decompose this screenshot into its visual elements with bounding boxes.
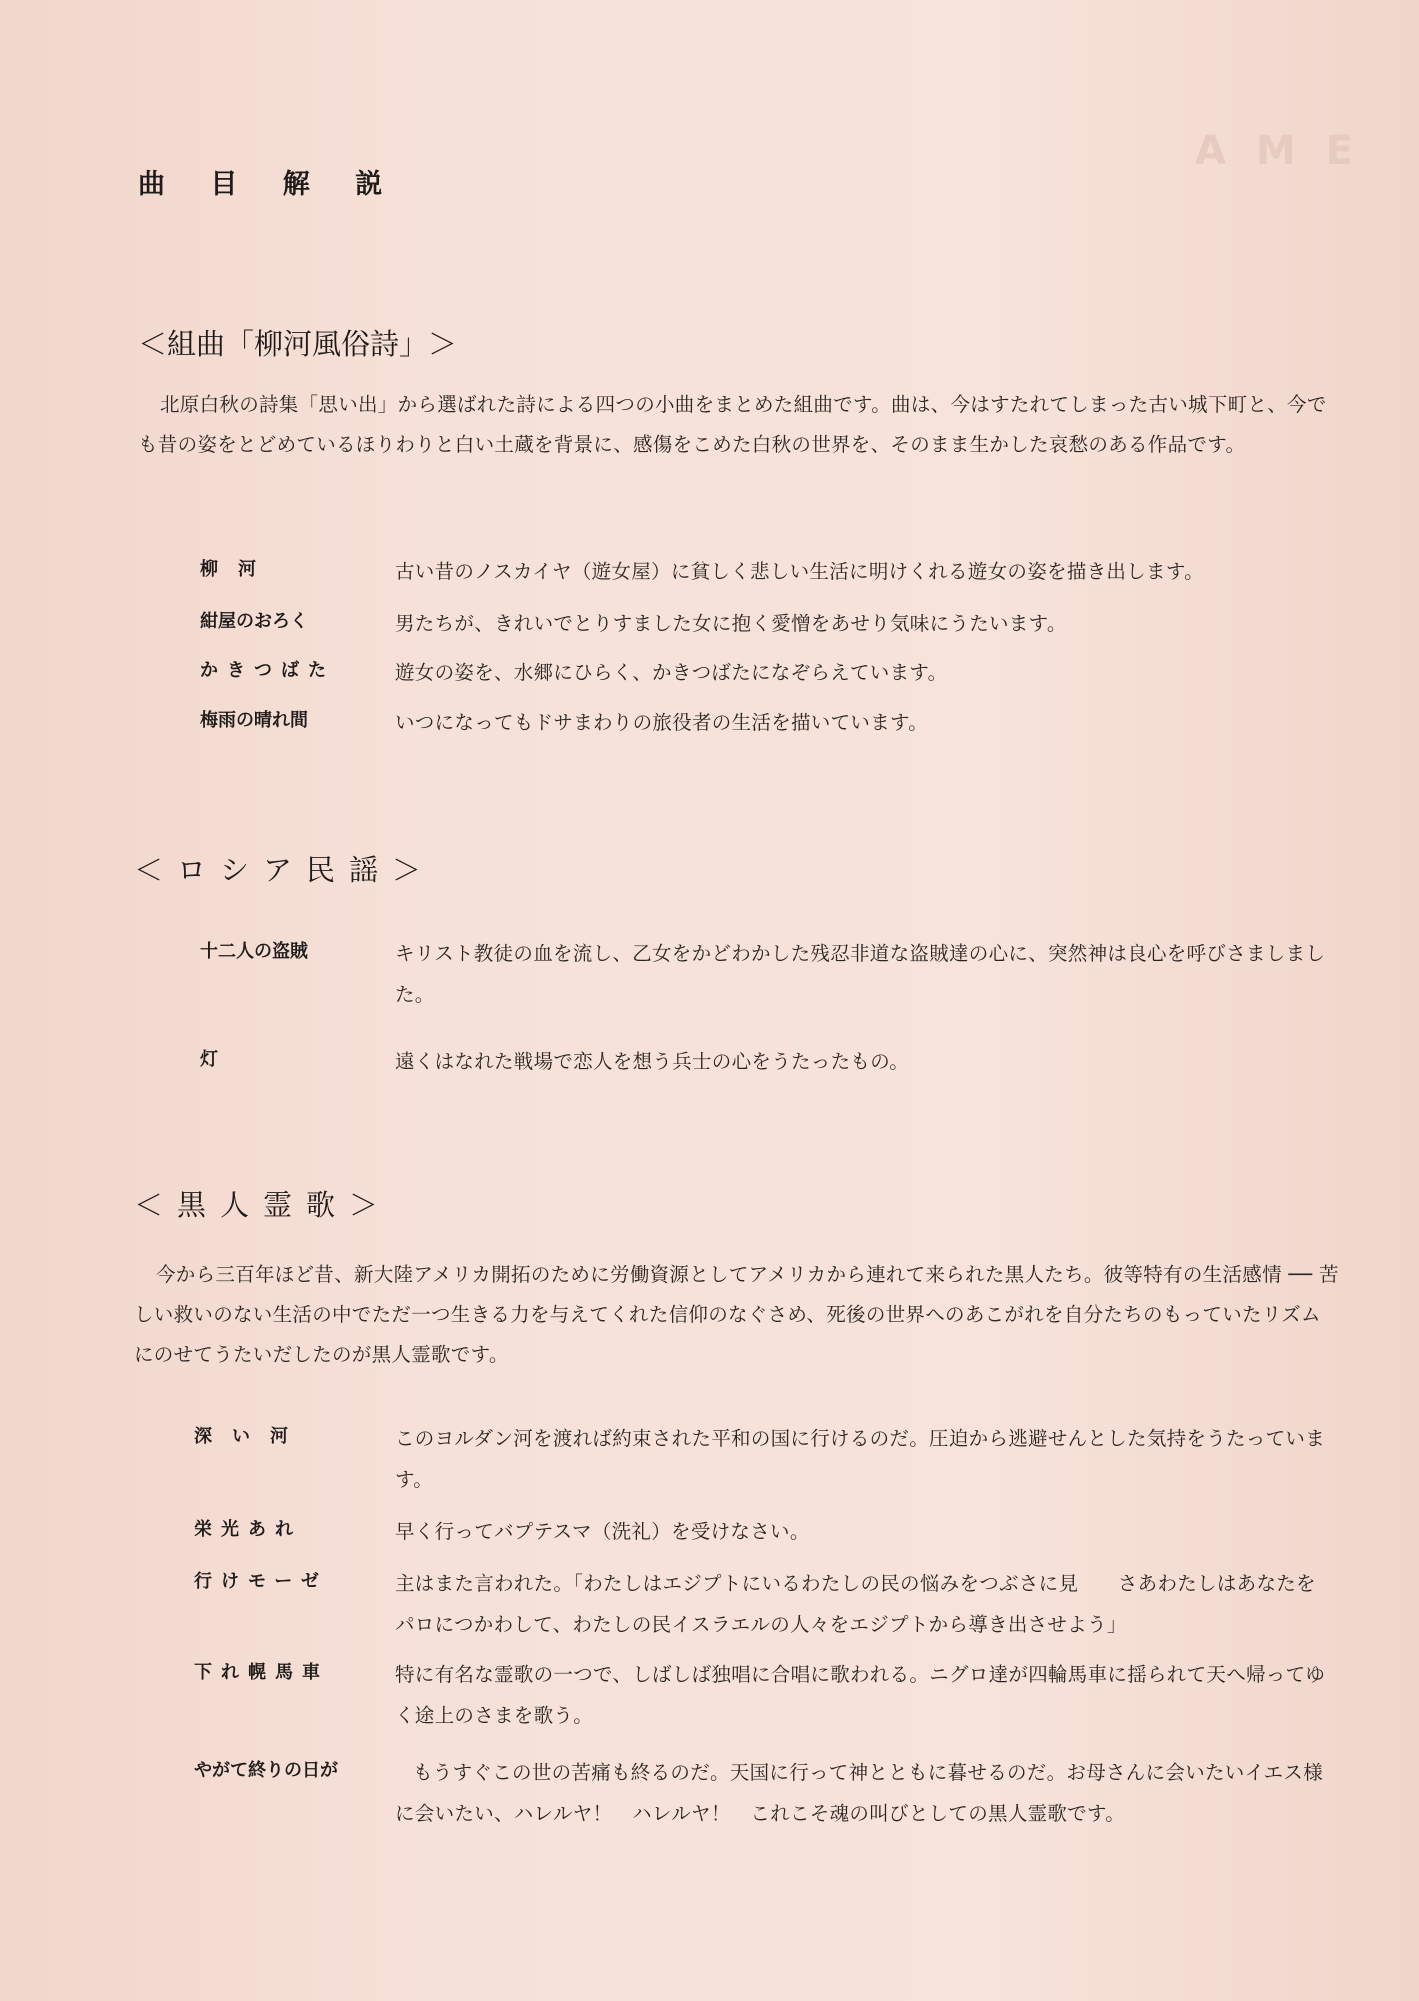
item-desc: 早く行ってバプテスマ（洗礼）を受けなさい。 [395, 1520, 810, 1543]
section-title-spirituals: ＜黒人霊歌＞ [134, 1188, 393, 1222]
item-term: 十二人の盗賊 [200, 941, 308, 962]
item-term: 深い河 [194, 1426, 308, 1447]
item-term: 行けモーゼ [194, 1571, 328, 1592]
item-term: 梅雨の晴れ間 [200, 710, 308, 731]
section-intro-spirituals: 今から三百年ほど昔、新大陸アメリカ開拓のために労働資源としてアメリカから連れて来られた黒人たち。彼等特有の生活感情 ── 苦しい救いのない生活の中でただ一つ生きる力を与えてくれた信仰のなぐさめ、死後の世界へのあこがれを自分たちのもっていたリズムにのせてうたいだしたのが黒人霊歌です。 [134, 1263, 1339, 1366]
item-term: やがて終りの日が [194, 1760, 338, 1781]
item-term: 紺屋のおろく [200, 611, 308, 632]
section-title-russian: ＜ロシア民謡＞ [134, 853, 436, 887]
item-desc: キリスト教徒の血を流し、乙女をかどわかした残忍非道な盗賊達の心に、突然神は良心を呼びさましました。 [395, 942, 1326, 1006]
item-desc: 男たちが、きれいでとりすました女に抱く愛憎をあせり気味にうたいます。 [395, 612, 1067, 635]
item-term: 栄光あれ [194, 1519, 302, 1540]
item-term: 柳河 [200, 559, 276, 580]
item-desc: 特に有名な霊歌の一つで、しばしば独唱に合唱に歌われる。ニグロ達が四輪馬車に揺られて天へ帰ってゆく途上のさまを歌う。 [395, 1663, 1326, 1727]
item-desc: このヨルダン河を渡れば約束された平和の国に行けるのだ。圧迫から逃避せんとした気持をうたっています。 [395, 1427, 1326, 1491]
item-desc: 遠くはなれた戦場で恋人を想う兵士の心をうたったもの。 [395, 1050, 910, 1073]
item-term: 下れ幌馬車 [194, 1662, 329, 1683]
page-heading: 曲 目 解 説 [138, 169, 401, 200]
item-term: 灯 [200, 1049, 218, 1070]
bleed-through-text: A M E [1195, 128, 1361, 174]
item-term: かきつばた [200, 660, 335, 681]
item-desc: 主はまた言われた。「わたしはエジプトにいるわたしの民の悩みをつぶさに見 さあわたしはあなたをパロにつかわして、わたしの民イスラエルの人々をエジプトから導き出させよう」 [395, 1572, 1316, 1636]
item-desc: 遊女の姿を、水郷にひらく、かきつばたになぞらえています。 [395, 661, 948, 684]
item-desc: 古い昔のノスカイヤ（遊女屋）に貧しく悲しい生活に明けくれる遊女の姿を描き出します。 [395, 560, 1204, 583]
section-title-yanagawa: ＜組曲「柳河風俗詩」＞ [138, 327, 458, 361]
item-desc: もうすぐこの世の苦痛も終るのだ。天国に行って神とともに暮せるのだ。お母さんに会いたいイエス様に会いたい、ハレルヤ！ ハレルヤ！ これこそ魂の叫びとしての黒人霊歌です。 [395, 1761, 1324, 1825]
item-desc: いつになってもドサまわりの旅役者の生活を描いています。 [395, 711, 929, 734]
section-intro-yanagawa: 北原白秋の詩集「思い出」から選ばれた詩による四つの小曲をまとめた組曲です。曲は、今はすたれてしまった古い城下町と、今でも昔の姿をとどめているほりわりと白い土蔵を背景に、感傷をこめた白秋の世界を、そのまま生かした哀愁のある作品です。 [138, 393, 1327, 456]
